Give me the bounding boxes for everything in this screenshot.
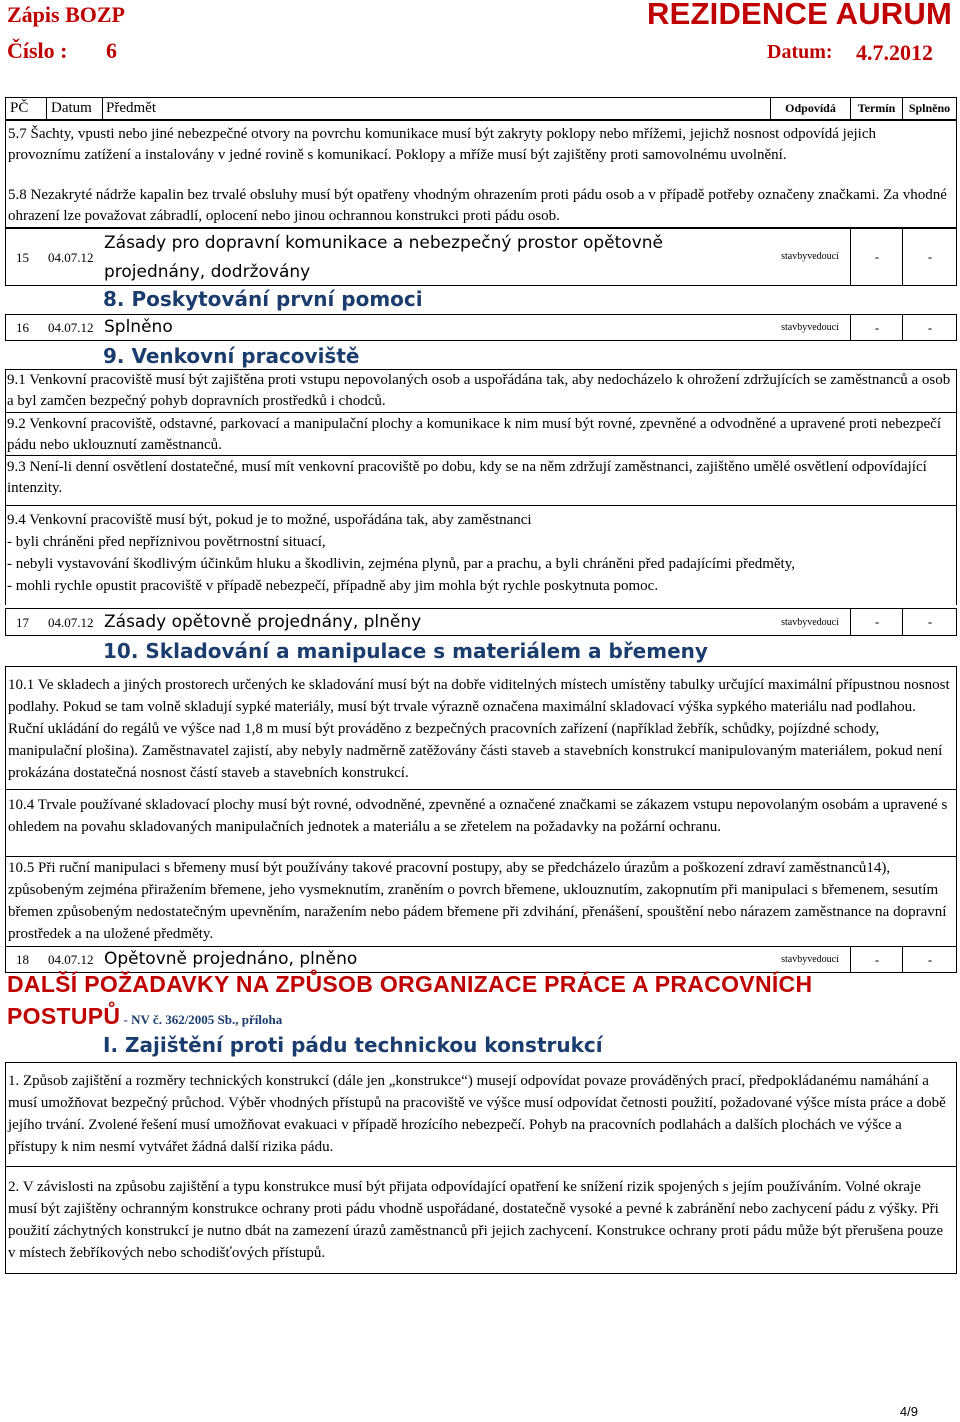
record-subject: Opětovně projednáno, plněno (104, 949, 358, 969)
col-splneno: Splněno (902, 98, 956, 119)
record-done: - (902, 315, 957, 340)
record-number: 16 (16, 320, 29, 335)
paragraph-10-5: 10.5 Při ruční manipulaci s břemeny musí být používány takové pracovní postupy, aby se předcházelo úrazům a poškození zdraví zaměstnanců14), způsobeným zejména přiražením břemene, jeho vysmeknutím, zraněním o povrch břemene, uklouznutím, zakopnutím při manipulaci s břemenem, sesutím břemen způsobeným nedostatečným upevněním, naražením nebo pádem břemene při zdvihání, přenášení, spouštění nebo nárazem zaměstnance na dopravní prostředek a na uložené předměty. (8, 860, 947, 942)
record-date: 04.07.12 (48, 615, 94, 630)
section-9-box (5, 370, 957, 608)
record-subject: Splněno (104, 317, 173, 337)
record-responsible: stavbyvedoucí (781, 251, 839, 262)
section-I-box (5, 1062, 957, 1274)
record-date: 04.07.12 (48, 250, 94, 265)
paragraph-5-8: 5.8 Nezakryté nádrže kapalin bez trvalé obsluhy musí být opatřeny vhodným ohrazením proti pádu osob a v případě potřeby označeny značkami. Za vhodné ohrazení lze považovat zábradlí, oplocení nebo jinou ochrannou konstrukci proti pádu osob. (8, 187, 947, 224)
record-responsible: stavbyvedoucí (781, 954, 839, 965)
chapter-heading-postupu: POSTUPŮ (7, 1003, 121, 1029)
chapter-heading-line2 (7, 1003, 282, 1030)
date-label: Datum: (767, 41, 833, 63)
paragraph-5-7: 5.7 Šachty, vpusti nebo jiné nebezpečné otvory na povrchu komunikace musí být zakryty poklopy nebo mřížemi, jejichž nosnost odpovídá jejich provoznímu zatížení a instalovány v jedné rovině s komunikací. Poklopy a mříže musí být zajištěny proti samovolnému uvolnění. (8, 126, 876, 163)
record-term: - (850, 609, 903, 635)
chapter-heading-line1: DALŠÍ POŽADAVKY NA ZPŮSOB ORGANIZACE PRÁCE A PRACOVNÍCH (7, 971, 813, 997)
divider (5, 369, 6, 605)
col-datum: Datum (46, 98, 102, 119)
record-number: 17 (16, 615, 29, 630)
record-term: - (850, 229, 903, 285)
paragraph-10-1: 10.1 Ve skladech a jiných prostorech určených ke skladování musí být na dobře viditelných místech umístěny tabulky určující maximální přípustnou nosnost podlahy. Pokud se tam volně skladují sypké materiály, musí být trvale výrazně označena maximální skladovací výška sypkého materiálu nad podlahou. Ruční ukládání do regálů ve výšce nad 1,8 m musí být prováděno z bezpečných pracovních zařízení (například žebřík, schůdky, pojízdné schody, manipulační plošina). Zaměstnavatel zajistí, aby nebyly nadměrně zatěžovány části staveb a stavebních konstrukcí manipulovaným materiálem, pokud není prokázána dostatečná nosnost částí staveb a stavebních konstrukcí. (8, 677, 950, 781)
record-responsible: stavbyvedoucí (781, 617, 839, 628)
record-done: - (902, 947, 957, 972)
divider (6, 789, 956, 790)
table-row (5, 608, 957, 636)
divider (5, 369, 957, 370)
divider (5, 455, 957, 456)
date-value: 4.7.2012 (856, 40, 933, 65)
record-subject-line1: Zásady pro dopravní komunikace a nebezpečný prostor opětovně (104, 233, 663, 253)
record-term: - (850, 315, 903, 340)
paragraph-9-1: 9.1 Venkovní pracoviště musí být zajištěna proti vstupu nepovolaných osob a uspořádána tak, aby nedocházelo k ohrožení zdržujících se zaměstnanců a osob a byl zamčen bezpečný pohyb dopravních prostředků i chodců. (7, 372, 951, 409)
legal-reference: - NV č. 362/2005 Sb., příloha (120, 1012, 283, 1027)
paragraph-9-4-item-c: - mohli rychle opustit pracoviště v případě nebezpečí, případně aby jim mohla být rychle poskytnuta pomoc. (7, 578, 659, 594)
table-row (5, 946, 957, 973)
paragraph-9-4-item-a: - byli chráněni před nepříznivou povětrnostní situací, (7, 534, 326, 550)
record-number: 18 (16, 952, 29, 967)
divider (5, 412, 957, 413)
record-done: - (902, 609, 957, 635)
section-heading-9: 9. Venkovní pracoviště (103, 344, 360, 368)
col-pc: PČ (10, 100, 29, 116)
record-date: 04.07.12 (48, 952, 94, 967)
paragraph-I-2: 2. V závislosti na způsobu zajištění a typu konstrukce musí být přijata odpovídající opatření ke snížení rizik spojených s jejím používáním. Volné okraje musí být zajištěny ochranným konstrukce ochrany proti pádu vhodně uspořádané, dostatečně vysoké a pevné k zabránění nebo zachycení pádu z výšky. Při použití záchytných konstrukcí je nutno dbát na zamezení úrazů zaměstnanců při jejich zachycení. Konstrukce ochrany proti pádu může být přerušena pouze v místech žebříkových nebo schodišťových přístupů. (8, 1179, 944, 1261)
col-predmet: Předmět (102, 98, 770, 119)
record-done: - (902, 229, 957, 285)
divider (956, 369, 957, 605)
record-subject-line2: projednány, dodržovány (104, 262, 311, 282)
section-heading-8: 8. Poskytování první pomoci (103, 287, 423, 311)
number-label: Číslo : (7, 38, 68, 63)
section-10-box (5, 666, 957, 947)
paragraph-9-3: 9.3 Není-li denní osvětlení dostatečné, musí mít venkovní pracoviště po dobu, kdy se na něm zdržují zaměstnanci, zajištěno umělé osvětlení odpovídající intenzity. (7, 459, 927, 496)
section-heading-I: I. Zajištění proti pádu technickou konstrukcí (103, 1033, 603, 1057)
col-termin: Termín (850, 98, 902, 119)
section-heading-10: 10. Skladování a manipulace s materiálem a břemeny (103, 639, 708, 663)
table-row (5, 228, 957, 286)
paragraph-I-1: 1. Způsob zajištění a rozměry technických konstrukcí (dále jen „konstrukce“) musejí odpovídat povaze prováděných prací, předpokládanému namáhání a musí umožňovat bezpečný průchod. Výběr vhodných přístupů na pracoviště ve výšce musí odpovídat četnosti použití, požadované výšce místa práce a době jejího trvání. Zvolené řešení musí umožňovat evakuaci v případě hrozícího nebezpečí. Pohyb na pracovních podlahách a dalších plochách ve výšce a přístupy k nim nesmí vytvářet žádná další rizika pádu. (8, 1073, 946, 1155)
paragraph-10-4: 10.4 Trvale používané skladovací plochy musí být rovné, odvodněné, zpevněné a označené značkami se zákazem vstupu nepovolaným osobám a upravené s ohledem na povahu skladovaných manipulačních jednotek a materiálu a se zřetelem na požadavky na požární ochranu. (8, 797, 948, 835)
project-name: REZIDENCE AURUM (647, 0, 952, 31)
divider (6, 1166, 956, 1167)
table-row (5, 314, 957, 341)
page-number: 4/9 (899, 1404, 918, 1419)
paragraph-9-4-intro: 9.4 Venkovní pracoviště musí být, pokud je to možné, uspořádána tak, aby zaměstnanci (7, 512, 532, 528)
record-term: - (850, 947, 903, 972)
divider (5, 505, 957, 506)
column-header-row (5, 97, 957, 120)
paragraph-9-2: 9.2 Venkovní pracoviště, odstavné, parkovací a manipulační plochy a komunikace k nim musí být rovné, zpevněné a odvodněné a upravené proti nebezpečí pádu nebo uklouznutí zaměstnanců. (7, 416, 942, 453)
record-responsible: stavbyvedoucí (781, 322, 839, 333)
section-5-box (5, 120, 957, 228)
record-subject: Zásady opětovně projednány, plněny (104, 612, 422, 632)
record-number: 15 (16, 250, 29, 265)
paragraph-9-4-item-b: - nebyli vystavování škodlivým účinkům hluku a škodlivin, zejména plynů, par a prachu, a byli chráněni před padajícími předměty, (7, 556, 795, 572)
number-value: 6 (106, 38, 117, 63)
col-odpovida: Odpovídá (770, 98, 850, 119)
record-date: 04.07.12 (48, 320, 94, 335)
document-title: Zápis BOZP (7, 2, 125, 27)
